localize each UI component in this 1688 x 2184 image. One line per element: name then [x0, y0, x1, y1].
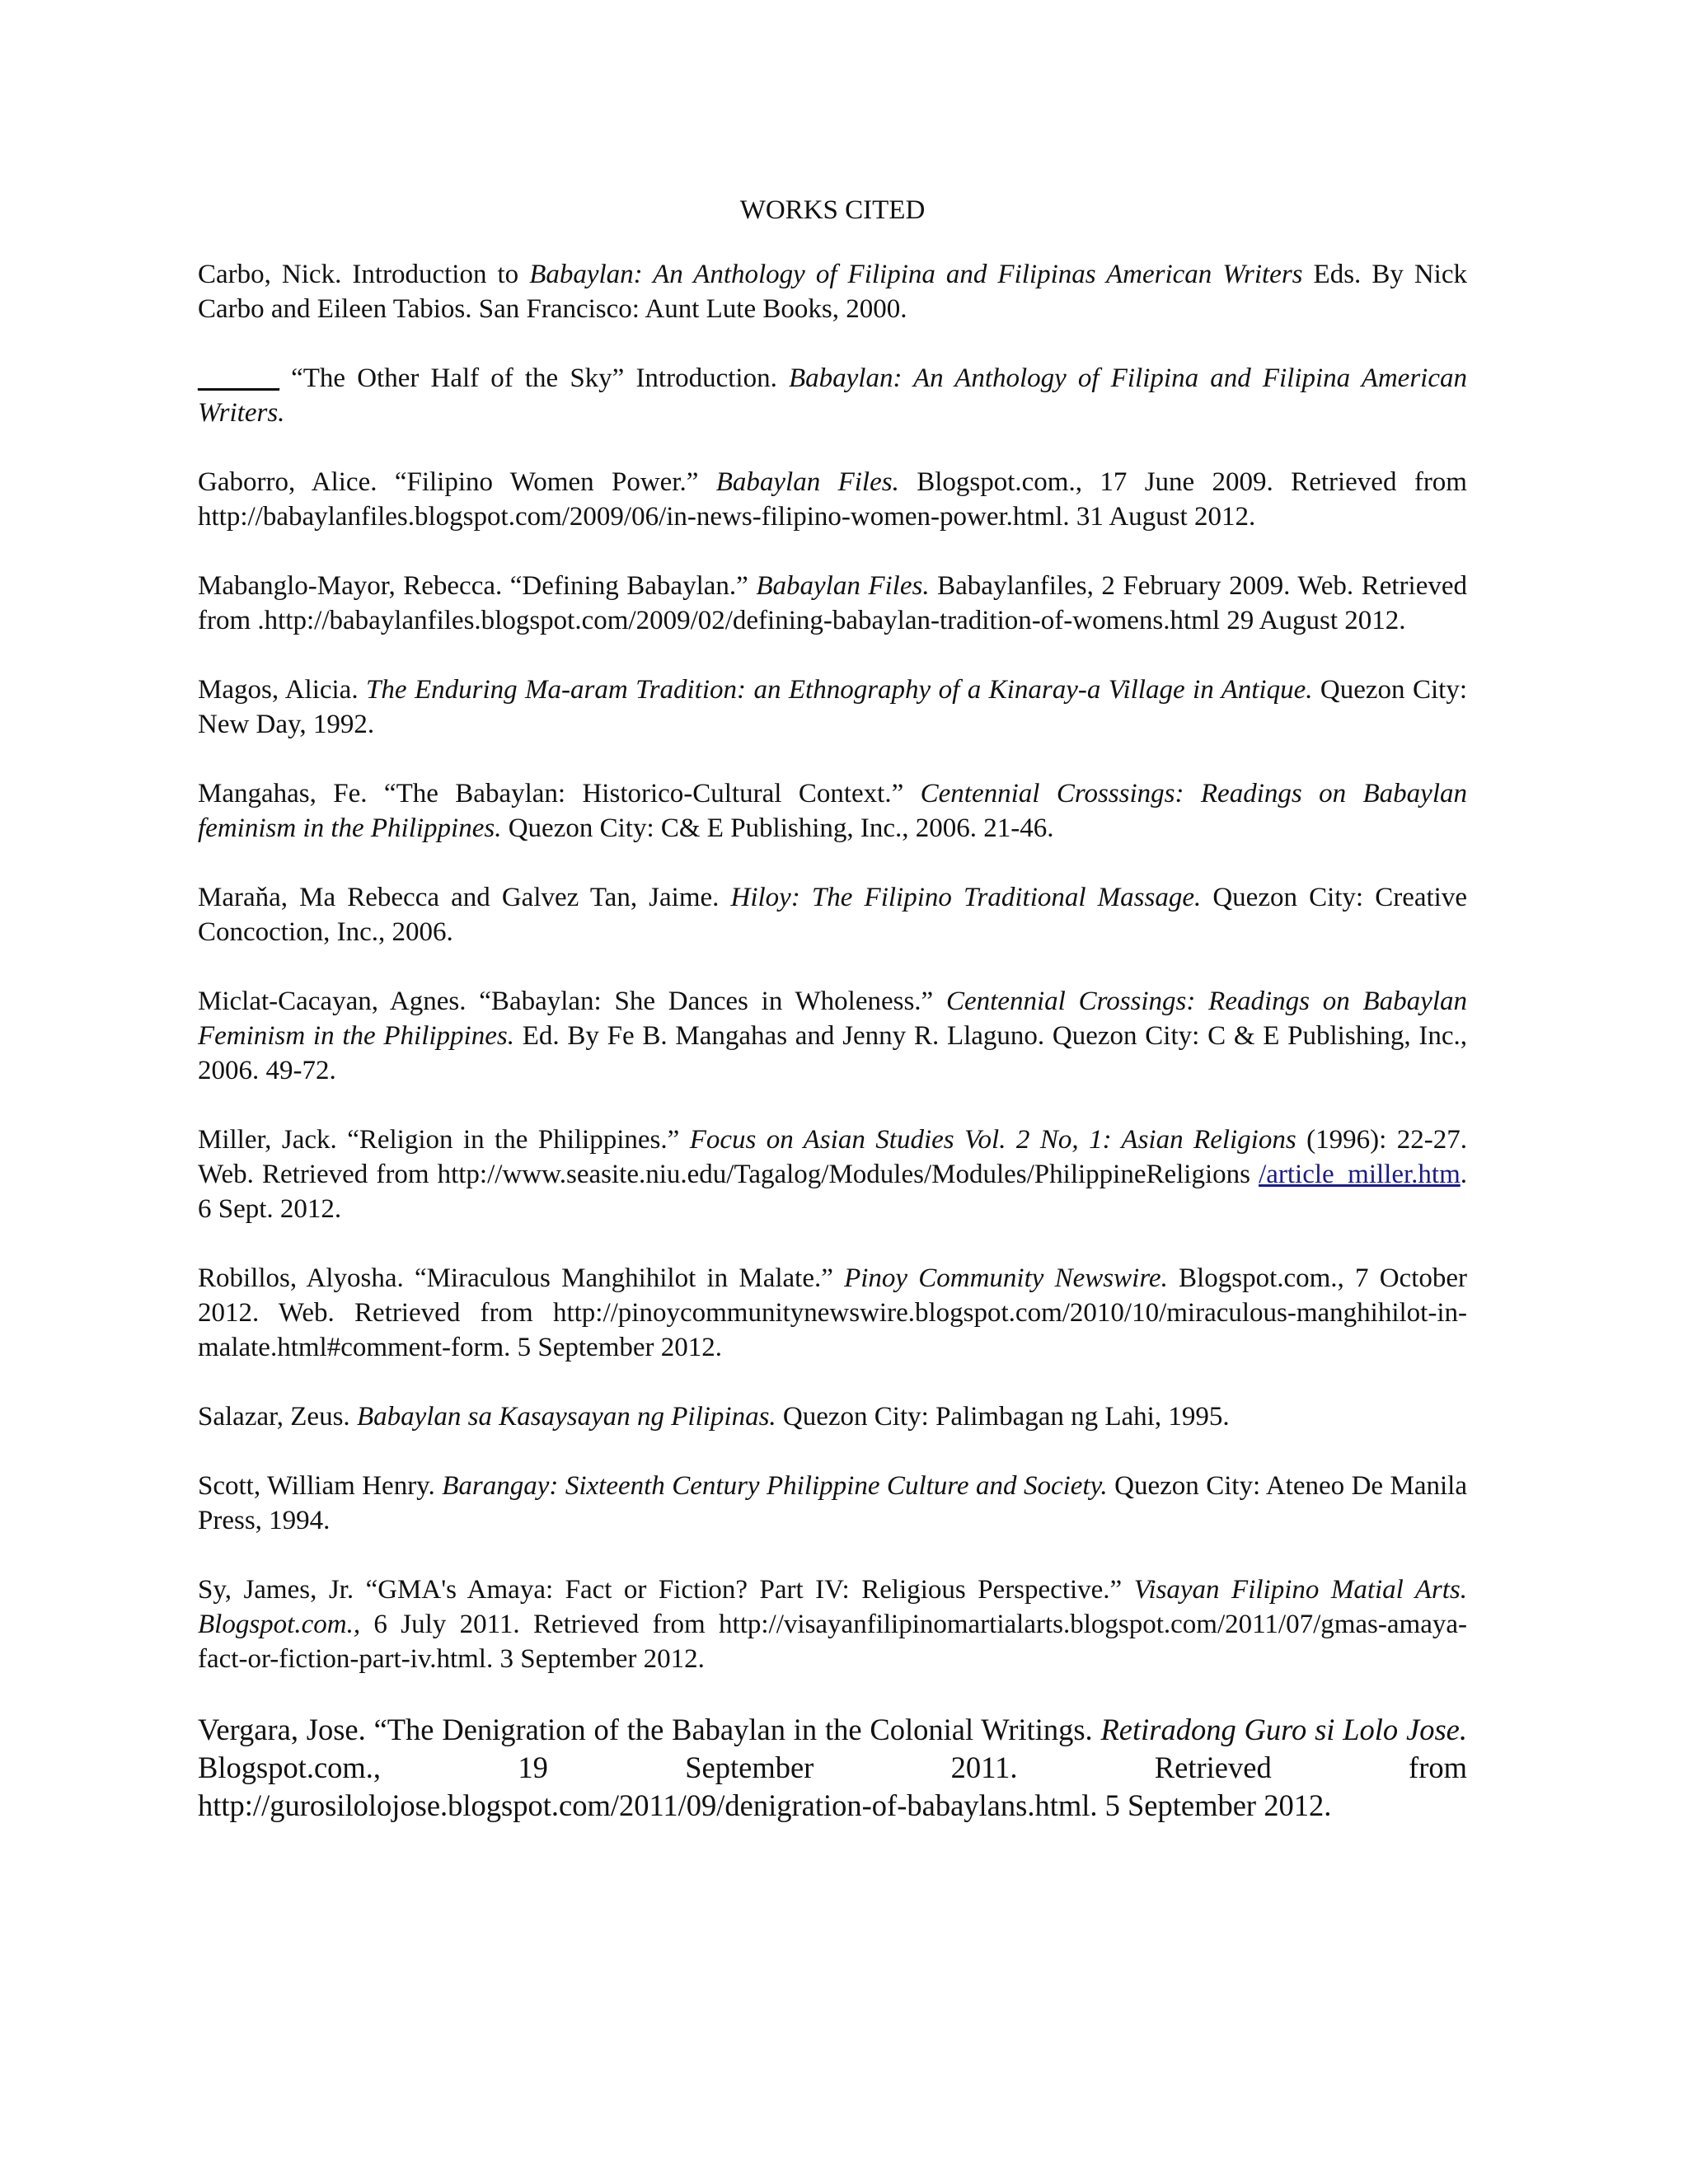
citation-text: Eds. By Nick Carbo and Eileen Tabios. San Francisco: Aunt Lute Books, 2000.	[198, 260, 1467, 324]
citation-entry	[198, 1469, 1467, 1538]
citation-entry	[198, 569, 1467, 638]
citation-text: Scott, William Henry.	[198, 1471, 443, 1501]
citation-text: Robillos, Alyosha. “Miraculous Manghihilot in Malate.”	[198, 1263, 845, 1293]
citation-title-italic: Pinoy Community Newswire.	[844, 1263, 1168, 1293]
citation-text: Mabanglo-Mayor, Rebecca. “Defining Babaylan.”	[198, 571, 757, 601]
citation-list	[198, 257, 1467, 1825]
citation-entry	[198, 776, 1467, 846]
citation-entry	[198, 1261, 1467, 1365]
citation-text: “The Other Half of the Sky” Introduction.	[279, 363, 789, 393]
citation-text: Vergara, Jose. “The Denigration of the Babaylan in the Colonial Writings.	[198, 1713, 1101, 1746]
citation-title-italic: Babaylan Files.	[756, 571, 930, 601]
citation-title-italic: Focus on Asian Studies Vol. 2 No, 1: Asian Religions	[689, 1125, 1296, 1155]
citation-title-italic: Hiloy: The Filipino Traditional Massage.	[730, 883, 1202, 912]
citation-title-italic: Babaylan sa Kasaysayan ng Pilipinas.	[356, 1402, 776, 1432]
citation-text: Blogspot.com., 7 October 2012. Web. Retrieved from http://pinoycommunitynewswire.blogspot.com/2010/10/miraculous-manghihilot-in-malate.html#comment-form. 5 September 2012.	[198, 1263, 1468, 1362]
citation-text: Quezon City: Creative Concoction, Inc., 2006.	[198, 883, 1467, 947]
citation-entry	[198, 465, 1467, 534]
citation-text: Quezon City: New Day, 1992.	[198, 675, 1467, 739]
citation-title-italic: Barangay: Sixteenth Century Philippine Culture and Society.	[442, 1471, 1108, 1501]
citation-text: 6 July 2011. Retrieved from http://visayanfilipinomartialarts.blogspot.com/2011/07/gmas-amaya-fact-or-fiction-part-iv.html. 3 September 2012.	[198, 1610, 1467, 1674]
citation-text: Gaborro, Alice. “Filipino Women Power.”	[198, 467, 716, 497]
citation-text: Babaylanfiles, 2 February 2009. Web. Retrieved from .http://babaylanfiles.blogspot.com/2009/02/defining-babaylan-tradition-of-womens.html 29 August 2012.	[198, 571, 1467, 635]
page-title: WORKS CITED	[739, 195, 926, 225]
citation-text: Blogspot.com., 17 June 2009. Retrieved from http://babaylanfiles.blogspot.com/2009/06/in-news-filipino-women-power.html. 31 August 2012.	[198, 467, 1467, 532]
citation-text: Magos, Alicia.	[198, 675, 367, 705]
citation-entry	[198, 984, 1467, 1088]
citation-title-italic: Babaylan: An Anthology of Filipina and Filipinas American Writers	[529, 260, 1303, 289]
citation-text: . 6 Sept. 2012.	[198, 1160, 1467, 1224]
citation-entry	[198, 673, 1467, 742]
citation-title-italic: Babaylan: An Anthology of Filipina and Filipina American Writers.	[198, 363, 1467, 428]
citation-title-italic: Centennial Crosssings: Readings on Babaylan feminism in the Philippines.	[198, 779, 1467, 843]
citation-text: Blogspot.com., 19 September 2011. Retrieved from http://gurosilolojose.blogspot.com/2011/09/denigration-of-babaylans.html. 5 September 2012.	[198, 1750, 1467, 1822]
citation-text: Quezon City: Palimbagan ng Lahi, 1995.	[776, 1402, 1230, 1432]
citation-entry	[198, 1572, 1467, 1676]
citation-text: Miclat-Cacayan, Agnes. “Babaylan: She Dances in Wholeness.”	[198, 987, 946, 1016]
citation-title-italic: The Enduring Ma-aram Tradition: an Ethnography of a Kinaray-a Village in Antique.	[366, 675, 1313, 705]
citation-text: Carbo, Nick. Introduction to	[198, 260, 530, 289]
citation-entry	[198, 1711, 1467, 1825]
citation-entry	[198, 880, 1467, 949]
citation-text: Ed. By Fe B. Mangahas and Jenny R. Llaguno. Quezon City: C & E Publishing, Inc., 2006. 49-72.	[198, 1021, 1467, 1085]
citation-entry	[198, 1399, 1467, 1434]
citation-text: Quezon City: C& E Publishing, Inc., 2006. 21-46.	[501, 813, 1054, 843]
citation-text: Miller, Jack. “Religion in the Philippines.”	[198, 1125, 690, 1155]
citation-text: Quezon City: Ateneo De Manila Press, 1994.	[198, 1471, 1467, 1535]
citation-text: Mangahas, Fe. “The Babaylan: Historico-Cultural Context.”	[198, 779, 921, 808]
citation-title-italic: Centennial Crossings: Readings on Babaylan Feminism in the Philippines.	[198, 987, 1467, 1051]
citation-text: (1996): 22-27. Web. Retrieved from http://www.seasite.niu.edu/Tagalog/Modules/Modules/PhilippineReligions	[198, 1125, 1467, 1189]
citation-title-italic: Retiradong Guro si Lolo Jose.	[1100, 1713, 1467, 1746]
ditto-blank-line: ______	[198, 363, 279, 393]
works-cited-page	[198, 193, 1467, 1859]
citation-title-italic: Visayan Filipino Matial Arts. Blogspot.com.,	[198, 1575, 1467, 1639]
citation-entry	[198, 361, 1467, 430]
citation-text: Maraňa, Ma Rebecca and Galvez Tan, Jaime.	[198, 883, 731, 912]
citation-text: Salazar, Zeus.	[198, 1402, 357, 1432]
citation-entry	[198, 1122, 1467, 1226]
citation-title-italic: Babaylan Files.	[715, 467, 899, 497]
citation-text: Sy, James, Jr. “GMA's Amaya: Fact or Fiction? Part IV: Religious Perspective.”	[198, 1575, 1134, 1605]
citation-link[interactable]: /article_miller.htm	[1259, 1160, 1461, 1189]
citation-entry	[198, 257, 1467, 326]
